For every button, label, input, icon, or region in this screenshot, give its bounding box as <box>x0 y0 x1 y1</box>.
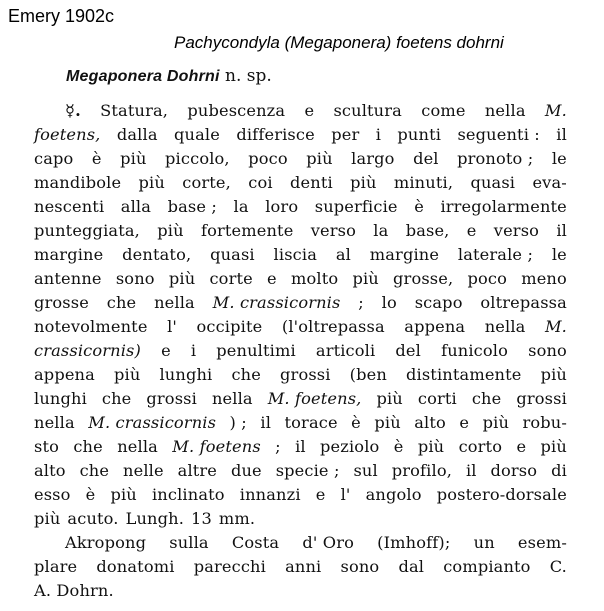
title-suffix: n. sp. <box>225 66 272 86</box>
word: corte <box>209 269 253 288</box>
word: più <box>540 437 567 456</box>
word: poco <box>248 149 288 168</box>
word: più <box>417 437 445 456</box>
word: angolo <box>365 485 422 504</box>
word: M. crassicornis <box>212 293 341 312</box>
word: l' <box>340 485 351 504</box>
word: M. <box>544 101 567 120</box>
word: donatomi <box>96 557 175 576</box>
text-line <box>34 267 567 291</box>
word: e <box>459 413 470 432</box>
word: ) ; <box>229 413 247 432</box>
word: l' <box>167 317 177 336</box>
word: C. <box>549 557 567 576</box>
word: peziolo <box>320 437 380 456</box>
word: sono <box>115 269 155 288</box>
word: grossi <box>516 389 567 408</box>
word: Statura, <box>100 101 169 120</box>
word: M. foetens, <box>267 389 362 408</box>
word: più <box>352 269 379 288</box>
word: appena <box>34 365 95 384</box>
word: che <box>231 365 261 384</box>
word: articoli <box>315 341 376 360</box>
text-line <box>34 243 567 267</box>
word: funicolo <box>441 341 509 360</box>
word: coi <box>248 173 273 192</box>
word: le <box>551 149 567 168</box>
word: il <box>465 461 477 480</box>
word: nella <box>211 389 253 408</box>
text-line <box>34 315 567 339</box>
word: e <box>161 341 171 360</box>
text-line <box>34 219 567 243</box>
word: verso <box>493 221 540 240</box>
text-line <box>34 579 567 603</box>
text-line <box>34 123 567 147</box>
word: nella <box>484 317 526 336</box>
word: nella <box>154 293 195 312</box>
text-line <box>34 99 567 123</box>
word: punteggiata, <box>34 221 140 240</box>
word: ; <box>358 293 364 312</box>
word: sulla <box>169 533 209 552</box>
word: più <box>540 365 567 384</box>
word: più <box>306 149 333 168</box>
word: Costa <box>231 533 280 552</box>
word: e <box>304 101 315 120</box>
word: nelle <box>123 461 164 480</box>
word: esso <box>34 485 71 504</box>
word: del <box>413 149 439 168</box>
word: pubescenza <box>187 101 286 120</box>
word: M. crassicornis <box>88 413 217 432</box>
word: grossi <box>146 389 197 408</box>
word: più <box>376 389 403 408</box>
text-line <box>34 147 567 171</box>
text-line <box>34 195 567 219</box>
word: loro <box>265 197 299 216</box>
word: scapo <box>414 293 463 312</box>
word: più <box>350 173 377 192</box>
word: differisce <box>236 125 315 144</box>
word: distintamente <box>406 365 522 384</box>
word: irregolarmente <box>440 197 567 216</box>
text-line <box>34 555 567 579</box>
text-line <box>34 171 567 195</box>
word: più <box>168 269 196 288</box>
word: M. foetens <box>172 437 261 456</box>
word: molto <box>290 269 339 288</box>
word: i <box>190 341 197 360</box>
text-line <box>34 435 567 459</box>
word: è <box>91 149 102 168</box>
word: al <box>335 245 351 264</box>
word: quasi <box>470 173 516 192</box>
word: alto <box>414 413 446 432</box>
word: meno <box>521 269 567 288</box>
word: ☿. <box>65 101 81 120</box>
word: Lungh. <box>125 509 185 528</box>
word: specie ; <box>275 461 340 480</box>
word: grosse <box>34 293 89 312</box>
word: che <box>106 293 137 312</box>
word: crassicornis) <box>34 341 141 360</box>
word: appena <box>404 317 466 336</box>
title-name: Megaponera Dohrni <box>66 68 220 85</box>
word: 13 <box>191 509 212 528</box>
word: inclinato <box>151 485 225 504</box>
word: è <box>85 485 96 504</box>
word: un <box>473 533 495 552</box>
description-title <box>66 66 272 86</box>
word: esem- <box>517 533 567 552</box>
word: è <box>414 197 424 216</box>
word: antenne <box>34 269 102 288</box>
word: per <box>331 125 360 144</box>
word: margine <box>34 245 104 264</box>
word: il <box>295 437 306 456</box>
word: foetens, <box>34 125 101 144</box>
word: laterale ; <box>457 245 534 264</box>
word: lo <box>381 293 397 312</box>
species-header: Pachycondyla (Megaponera) foetens dohrni <box>174 33 504 52</box>
word: d' Oro <box>302 533 354 552</box>
word: grosse, <box>393 269 454 288</box>
text-line <box>34 531 567 555</box>
text-line <box>34 483 567 507</box>
word: è <box>393 437 404 456</box>
word: e <box>466 221 477 240</box>
word: quasi <box>210 245 255 264</box>
word: M. <box>544 317 567 336</box>
word: di <box>551 461 567 480</box>
word: parecchi <box>193 557 266 576</box>
word: dentato, <box>122 245 192 264</box>
word: il <box>556 221 567 240</box>
word: minuti, <box>393 173 454 192</box>
word: fortemente <box>200 221 294 240</box>
word: dorso <box>490 461 538 480</box>
word: altre <box>177 461 218 480</box>
word: più <box>120 149 147 168</box>
word: più <box>34 509 61 528</box>
word: sono <box>528 341 567 360</box>
word: oltrepassa <box>480 293 567 312</box>
text-line <box>34 363 567 387</box>
word: base ; <box>167 197 217 216</box>
word: poco <box>467 269 508 288</box>
word: (l'oltrepassa <box>281 317 385 336</box>
word: denti <box>290 173 333 192</box>
word: postero-dorsale <box>436 485 567 504</box>
word: pronoto ; <box>457 149 534 168</box>
word: nella <box>117 437 158 456</box>
word: compianto <box>443 557 531 576</box>
word: (ben <box>349 365 387 384</box>
word: verso <box>310 221 356 240</box>
text-line <box>34 507 567 531</box>
word: lunghi <box>34 389 87 408</box>
word: torace <box>284 413 338 432</box>
word: robu- <box>522 413 567 432</box>
word: più <box>110 485 137 504</box>
word: che <box>471 389 502 408</box>
word: (Imhoff); <box>377 533 451 552</box>
word: dalla <box>116 125 158 144</box>
word: penultimi <box>216 341 296 360</box>
word: liscia <box>273 245 318 264</box>
word: sto <box>34 437 60 456</box>
word: punti <box>397 125 442 144</box>
word: e <box>516 437 527 456</box>
word: e <box>315 485 326 504</box>
word: plare <box>34 557 78 576</box>
word: dal <box>398 557 425 576</box>
word: del <box>395 341 421 360</box>
word: il <box>556 125 567 144</box>
word: il <box>260 413 272 432</box>
word: superficie <box>314 197 398 216</box>
word: i <box>375 125 382 144</box>
word: che <box>101 389 132 408</box>
word: base, <box>405 221 450 240</box>
text-line <box>34 411 567 435</box>
word: sono <box>340 557 380 576</box>
word: e <box>267 269 277 288</box>
word: corto <box>458 437 503 456</box>
word: più <box>157 221 184 240</box>
word: che <box>79 461 110 480</box>
word: più <box>138 173 165 192</box>
word: profilo, <box>391 461 453 480</box>
word: alto <box>34 461 66 480</box>
word: più <box>482 413 510 432</box>
word: più <box>374 413 401 432</box>
text-line <box>34 387 567 411</box>
word: quale <box>174 125 220 144</box>
word: A. Dohrn. <box>34 581 114 600</box>
word: scultura <box>333 101 402 120</box>
word: sul <box>353 461 378 480</box>
word: seguenti : <box>457 125 540 144</box>
word: più <box>114 365 141 384</box>
word: anni <box>285 557 322 576</box>
word: occipite <box>196 317 263 336</box>
word: largo <box>351 149 395 168</box>
word: le <box>551 245 567 264</box>
citation-label: Emery 1902c <box>8 6 115 26</box>
word: grossi <box>280 365 331 384</box>
word: acuto. <box>67 509 119 528</box>
word: nella <box>484 101 526 120</box>
word: due <box>230 461 262 480</box>
word: innanzi <box>239 485 301 504</box>
word: corti <box>417 389 457 408</box>
text-line <box>34 459 567 483</box>
word: capo <box>34 149 74 168</box>
word: eva- <box>532 173 567 192</box>
word: mandibole <box>34 173 122 192</box>
word: alla <box>120 197 152 216</box>
word: Akropong <box>65 533 147 552</box>
word: margine <box>369 245 440 264</box>
word: la <box>373 221 389 240</box>
text-line <box>34 339 567 363</box>
word: che <box>73 437 103 456</box>
word: la <box>233 197 249 216</box>
word: mm. <box>218 509 256 528</box>
word: lunghi <box>159 365 213 384</box>
word: piccolo, <box>165 149 230 168</box>
word: nescenti <box>34 197 105 216</box>
word: nella <box>34 413 75 432</box>
description-text <box>34 99 567 603</box>
word: ; <box>275 437 281 456</box>
word: come <box>421 101 466 120</box>
word: corte, <box>182 173 231 192</box>
word: notevolmente <box>34 317 148 336</box>
word: è <box>351 413 361 432</box>
text-line <box>34 291 567 315</box>
